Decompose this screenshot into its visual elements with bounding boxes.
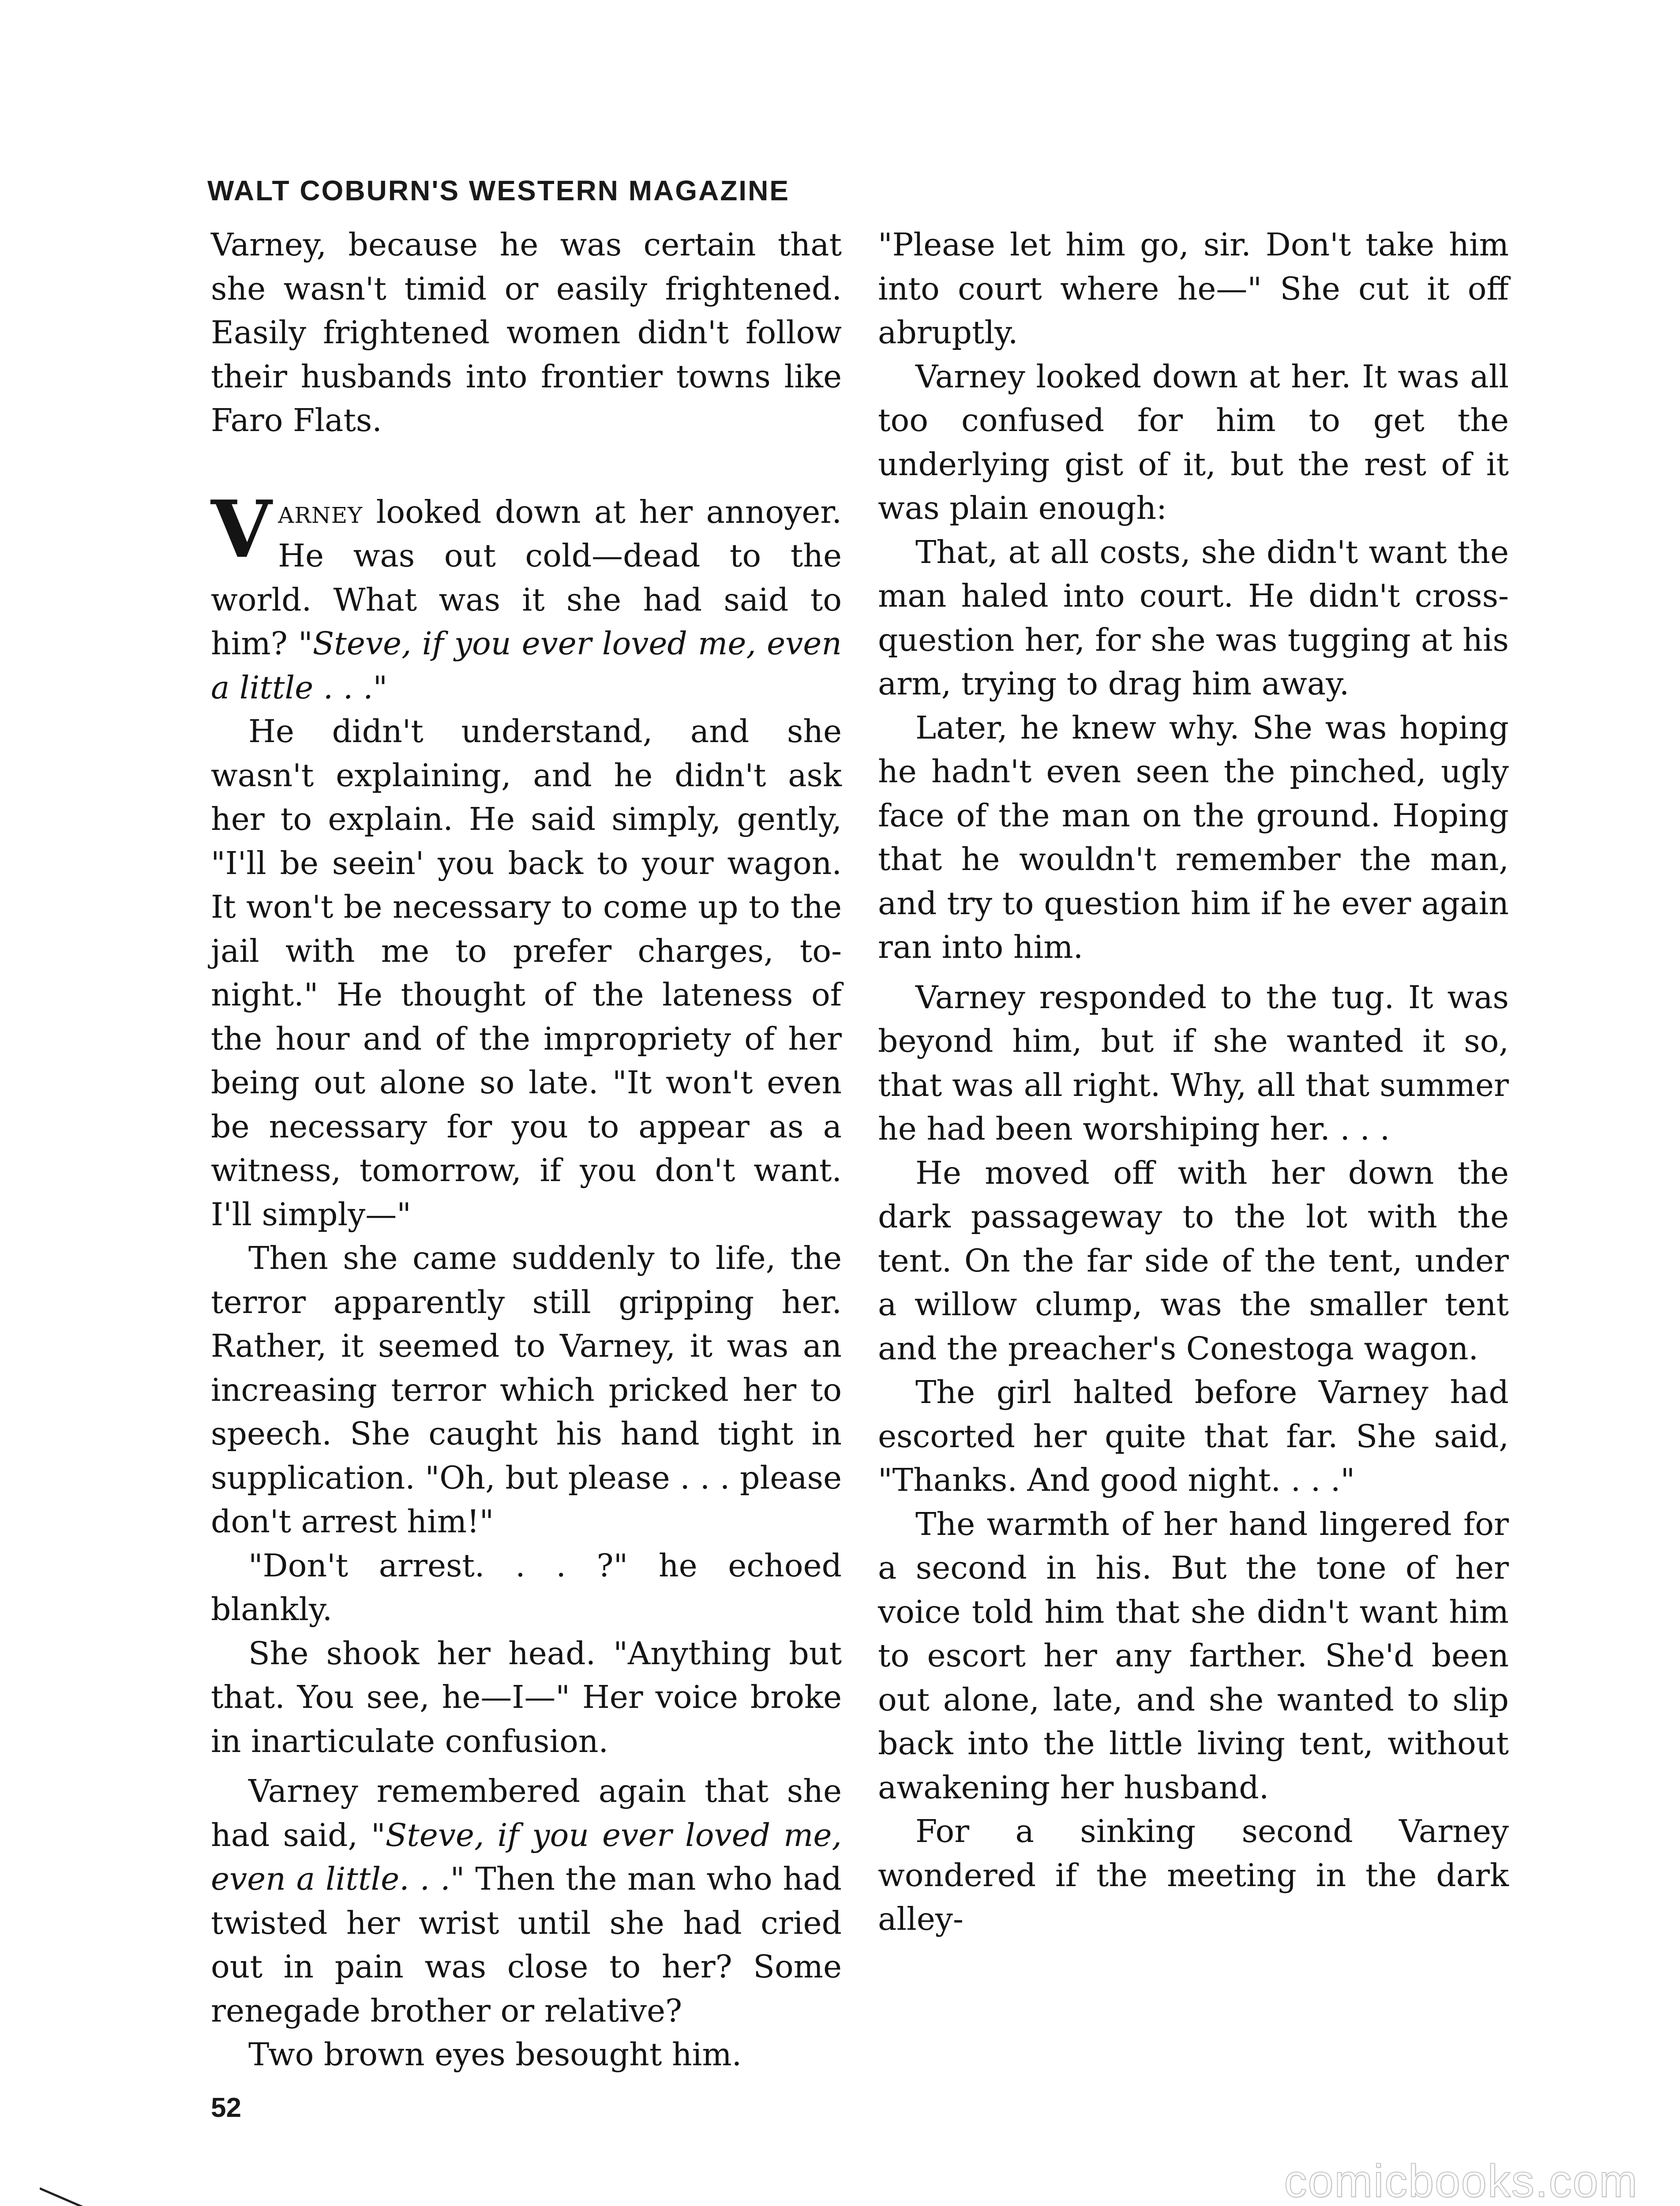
paragraph: The warmth of her hand lingered for a second in his. But the tone of her voice told him that she didn't want him to escort her any farther. She'd been out alone, late, and she wanted to slip back into the little living tent, without awakening her husband. [878, 1505, 1509, 1806]
paragraph: Varney looked down at her. It was all too confused for him to get the underlying gist of it, but the rest of it was plain enough: [878, 358, 1509, 526]
paragraph [211, 1769, 842, 2033]
left-column [211, 223, 842, 2077]
paragraph: Then she came suddenly to life, the terror apparently still gripping her. Rather, it seemed to Varney, it was an increasing terror which pricked her to speech. She caught his hand tight in supplication. "Oh, but please . . . please don't arrest him!" [211, 1240, 842, 1540]
paragraph-text: looked down at her annoyer. He was out cold—dead to the world. What was it she had said to him? [211, 493, 842, 662]
section-opening-paragraph [211, 483, 842, 710]
paragraph: The girl halted before Varney had escorted her quite that far. She said, "Thanks. And good night. . . ." [878, 1374, 1509, 1498]
site-watermark: comicbooks.com [1284, 2156, 1638, 2206]
magazine-header: WALT COBURN'S WESTERN MAGAZINE [207, 175, 790, 206]
paragraph-text: Varney remembered again that she had said, [211, 1773, 842, 1853]
paragraph: "Don't arrest. . . ?" he echoed blankly. [211, 1547, 842, 1628]
paragraph-text: Then the man who had twisted her wrist until she had cried out in pain was close to her? Some renegade brother or relative? [211, 1861, 842, 2029]
paragraph: Varney responded to the tug. It was beyond him, but if she wanted it so, that was all right. Why, all that summer he had been worshiping her. . . . [878, 979, 1509, 1147]
paragraph: That, at all costs, she didn't want the man haled into court. He didn't cross-question her, for she was tugging at his arm, trying to drag him away. [878, 533, 1509, 702]
italic-quote: "Steve, if you ever loved me, even a little. . ." [211, 1816, 842, 1897]
paragraph: She shook her head. "Anything but that. You see, he—I—" Her voice broke in inarticulate confusion. [211, 1635, 842, 1760]
paragraph: "Please let him go, sir. Don't take him into court where he—" She cut it off abruptly. [878, 226, 1509, 351]
paragraph: He didn't understand, and she wasn't explaining, and he didn't ask her to explain. He said simply, gently, "I'll be seein' you back to your wagon. It won't be necessary to come up to the jail with me to prefer charges, to-night." He thought of the lateness of the hour and of the impropriety of her being out alone so late. "It won't even be necessary for you to appear as a witness, tomorrow, if you don't want. I'll simply—" [211, 713, 842, 1233]
paragraph: For a sinking second Varney wondered if the meeting in the dark alley- [878, 1813, 1509, 1937]
corner-scan-mark [40, 2171, 181, 2206]
small-caps-text: arney [278, 493, 363, 530]
paragraph: Later, he knew why. She was hoping he hadn't even seen the pinched, ugly face of the man on the ground. Hoping that he wouldn't remember the man, and try to question him if he ever again ran into him. [878, 709, 1509, 965]
paragraph: He moved off with her down the dark passageway to the lot with the tent. On the far side of the tent, under a willow clump, was the smaller tent and the preacher's Conestoga wagon. [878, 1154, 1509, 1367]
paragraph: Two brown eyes besought him. [248, 2036, 742, 2073]
page-number: 52 [211, 2093, 241, 2123]
italic-quote: "Steve, if you ever loved me, even a little . . ." [211, 625, 842, 706]
right-column [878, 223, 1509, 1941]
drop-cap: V [211, 483, 272, 575]
paragraph: Varney, because he was certain that she wasn't timid or easily frightened. Easily frightened women didn't follow their husbands into frontier towns like Faro Flats. [211, 226, 842, 439]
